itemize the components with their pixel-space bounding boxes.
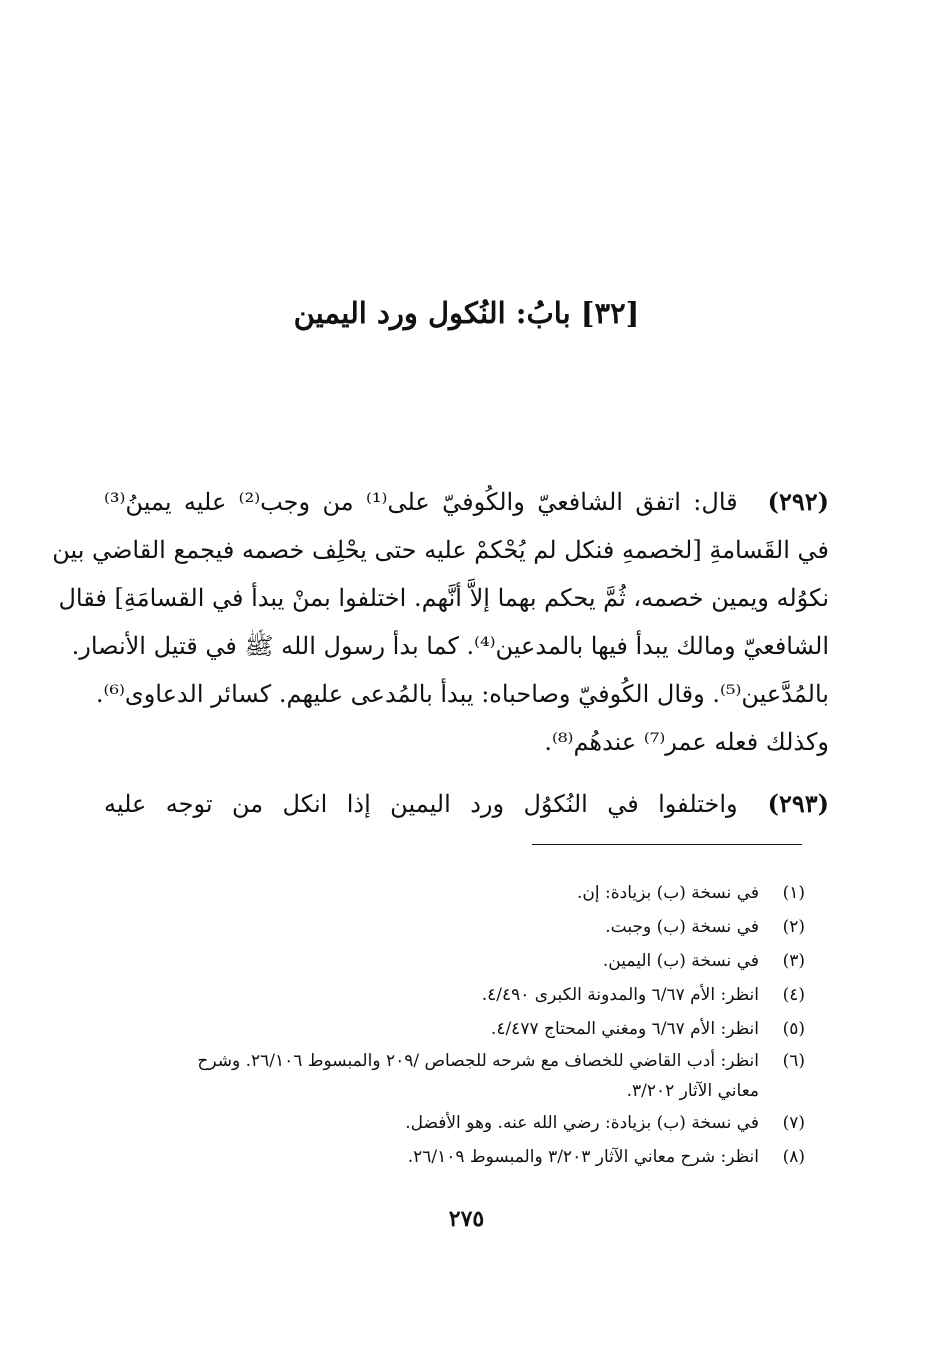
paragraph-292-line-4: الشافعيّ ومالك يبدأ فيها بالمدعين⁽⁴⁾. كما بدأ رسول الله ﷺ في قتيل الأنصار. — [71, 632, 829, 660]
page-number: ٢٧٥ — [448, 1206, 485, 1232]
footnote — [105, 944, 805, 978]
paragraph-292-text: قال: اتفق الشافعيّ والكُوفيّ على⁽¹⁾ من وجب⁽²⁾ عليه يمينُ⁽³⁾ — [104, 488, 738, 516]
footnote — [105, 978, 805, 1012]
footnote — [105, 910, 805, 944]
paragraph-293-text: واختلفوا في النُكوُل ورد اليمين إذا انكل من توجه عليه — [104, 790, 738, 818]
paragraph-293-line-1 — [104, 780, 829, 828]
footnote — [105, 1140, 805, 1174]
main-text — [52, 478, 829, 828]
paragraph-number: (٢٩٣) — [767, 789, 829, 818]
footnote-number: (٢) — [782, 917, 805, 937]
footnote — [105, 1012, 805, 1046]
paragraph-292-line-2: في القَسامةِ [لخصمهِ فنكل لم يُحْكمْ عليه حتى يحْلِف خصمه فيجمع القاضي بين — [52, 536, 829, 564]
footnote-text: انظر: شرح معاني الآثار ٣/٢٠٣ والمبسوط ٢٦/١٠٩. — [407, 1147, 759, 1167]
footnote-text: انظر: الأم ٦/٦٧ والمدونة الكبرى ٤/٤٩٠. — [481, 985, 759, 1005]
paragraph-292-line-5: بالمُدَّعين⁽⁵⁾. وقال الكُوفيّ وصاحباه: يبدأ بالمُدعى عليهم. كسائر الدعاوى⁽⁶⁾. — [95, 680, 829, 708]
footnote-number: (٧) — [782, 1113, 805, 1133]
footnote-number: (٤) — [782, 985, 805, 1005]
footnote-text: انظر: أدب القاضي للخصاف مع شرحه للجصاص /٢٠٩ والمبسوط ٢٦/١٠٦. وشرح — [197, 1051, 759, 1071]
footnote — [105, 1106, 805, 1140]
chapter-title: [٣٢] بابُ: النُكول ورد اليمين — [293, 296, 640, 330]
footnote — [105, 1046, 805, 1106]
paragraph-292-line-3: نكوُله ويمين خصمه، ثُمَّ يحكم بهما إلاَّ أنَّهم. اختلفوا بمنْ يبدأ في القسامَةِ] فقال — [58, 584, 829, 612]
footnote-text: في نسخة (ب) بزيادة: رضي الله عنه. وهو الأفضل. — [405, 1113, 759, 1133]
footnote-text: انظر: الأم ٦/٦٧ ومغني المحتاج ٤/٤٧٧. — [490, 1019, 759, 1039]
footnote-number: (١) — [782, 883, 805, 903]
footnote-number: (٣) — [782, 951, 805, 971]
footnote-number: (٥) — [782, 1019, 805, 1039]
footnote-number: (٦) — [782, 1051, 805, 1071]
footnote-text: في نسخة (ب) وجبت. — [605, 917, 759, 937]
footnote-number: (٨) — [782, 1147, 805, 1167]
paragraph-292-line-1 — [104, 478, 829, 526]
paragraph-number: (٢٩٢) — [767, 487, 829, 516]
footnote-text-continued: معاني الآثار ٣/٢٠٢. — [626, 1081, 759, 1101]
footnote-text: في نسخة (ب) بزيادة: إن. — [576, 883, 759, 903]
footnote-text: في نسخة (ب) اليمين. — [602, 951, 759, 971]
footnote-separator — [532, 844, 802, 845]
footnotes — [105, 876, 805, 1174]
footnote — [105, 876, 805, 910]
paragraph-292-line-6: وكذلك فعله عمر⁽⁷⁾ عندهُم⁽⁸⁾. — [544, 728, 829, 756]
